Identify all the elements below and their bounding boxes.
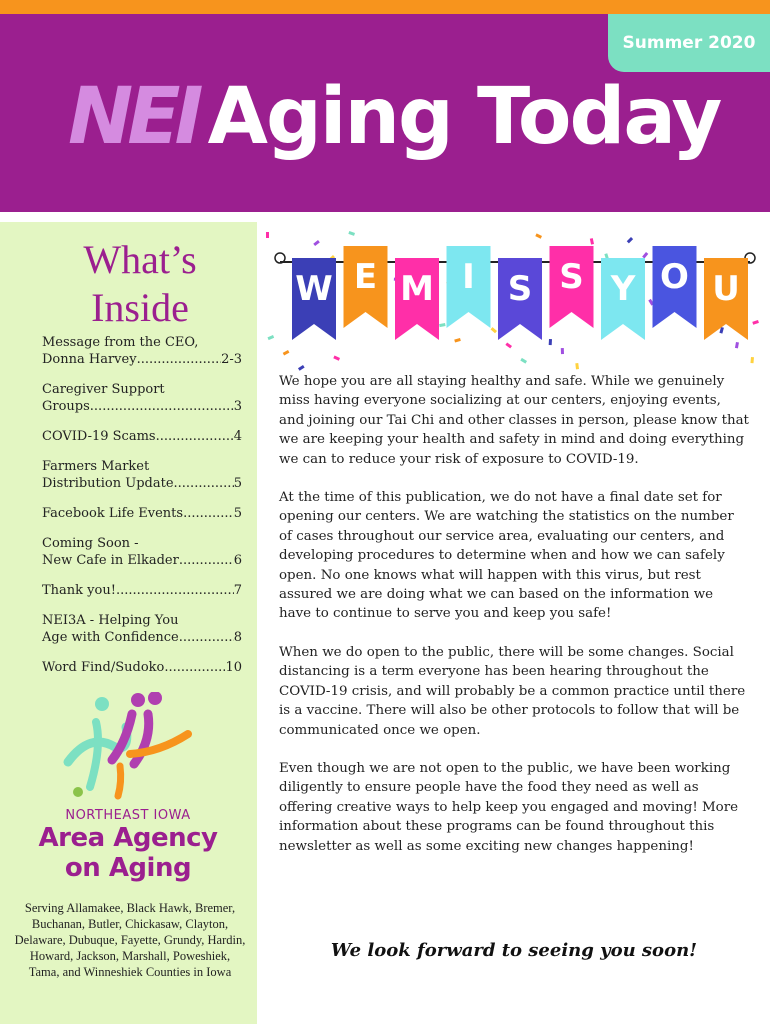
toc-item xyxy=(42,428,242,445)
confetti-piece xyxy=(313,240,320,246)
toc-item-title: Word Find/Sudoko xyxy=(42,660,165,675)
toc-leader-dots xyxy=(179,552,234,569)
toc-item xyxy=(42,659,242,676)
toc-item-title-line: Caregiver Support xyxy=(42,382,165,397)
toc-item xyxy=(42,612,242,646)
counties-served: Serving Allamakee, Black Hawk, Bremer, Buchanan, Butler, Chickasaw, Clayton, Delaware, Dubuque, Fayette, Grundy, Hardin, Howard, Jackson, Marshall, Poweshiek, Tama, and Winneshiek Counties in Iowa xyxy=(14,901,246,979)
toc-page-number: 5 xyxy=(233,476,242,491)
toc-page-number: 5 xyxy=(233,506,242,521)
toc-item-title: Facebook Life Events xyxy=(42,506,184,521)
toc-leader-dots xyxy=(183,505,234,522)
banner-flag-letter: M xyxy=(400,269,434,309)
banner-flag-letter: U xyxy=(712,269,740,309)
article-paragraph: When we do open to the public, there will be some changes. Social distancing is a term everyone has been hearing throughout the COVID-19 crisis, and will probably be a common practice until there is a vaccine. There will also be other protocols to follow that will be communicated once we open. xyxy=(279,644,746,738)
toc-item-title: Groups xyxy=(42,399,90,414)
toc-leader-dots xyxy=(164,659,225,676)
title-main: Aging Today xyxy=(207,72,721,162)
toc-item-title: COVID-19 Scams xyxy=(42,429,156,444)
banner-flag-letter: S xyxy=(559,257,584,297)
confetti-piece xyxy=(561,348,564,354)
confetti-piece xyxy=(439,323,445,327)
banner-flag-letter: I xyxy=(462,257,475,297)
toc-item xyxy=(42,535,242,569)
toc-leader-dots xyxy=(179,629,234,646)
toc-page-number: 10 xyxy=(225,660,242,675)
confetti-piece xyxy=(535,233,542,238)
banner-flag-letter: W xyxy=(295,269,333,309)
agency-name: NORTHEAST IOWA Area Agency on Aging xyxy=(38,808,218,883)
toc-item xyxy=(42,505,242,522)
toc-leader-dots xyxy=(116,582,234,599)
toc-page-number: 6 xyxy=(233,553,242,568)
top-accent-bar xyxy=(0,0,770,14)
confetti-piece xyxy=(752,320,759,325)
article-paragraph: Even though we are not open to the public, we have been working diligently to ensure people have the food they need as well as offering creative ways to help keep you engaged and moving! More information about these programs can be found throughout this newsletter as well as some exciting new changes happening! xyxy=(279,760,739,854)
toc-page-number: 3 xyxy=(233,399,242,414)
toc-item-title: Donna Harvey xyxy=(42,352,137,367)
confetti-piece xyxy=(520,358,527,364)
confetti-piece xyxy=(575,363,579,369)
title-prefix: NEI xyxy=(68,72,198,162)
toc-leader-dots xyxy=(174,475,234,492)
article-body xyxy=(279,372,749,875)
banner-flag-letter: E xyxy=(353,257,378,297)
confetti-piece xyxy=(627,237,633,243)
confetti-piece xyxy=(491,327,497,333)
sidebar xyxy=(0,222,257,1024)
confetti-piece xyxy=(642,252,648,259)
newsletter-title xyxy=(68,72,720,162)
toc-page-number: 4 xyxy=(233,429,242,444)
we-miss-you-banner xyxy=(262,228,770,376)
confetti-piece xyxy=(348,231,355,236)
toc-item-title-line: Farmers Market xyxy=(42,459,150,474)
confetti-piece xyxy=(283,350,290,355)
confetti-piece xyxy=(266,232,269,238)
toc-item-title-line: Message from the CEO, xyxy=(42,335,199,350)
confetti-piece xyxy=(333,356,340,361)
toc-item-title-line: Coming Soon - xyxy=(42,536,139,551)
toc-page-number: 7 xyxy=(233,583,242,598)
confetti-piece xyxy=(590,238,594,244)
toc-item-title: Distribution Update xyxy=(42,476,174,491)
toc-leader-dots xyxy=(156,428,234,445)
toc-item-title: Age with Confidence xyxy=(42,630,179,645)
article-paragraph: We hope you are all staying healthy and safe. While we genuinely miss having everyone socializing at our centers, enjoying events, and joining our Tai Chi and other classes in person, please know that we are keeping your health and safety in mind and doing everything we can to reduce your risk of exposure to COVID-19. xyxy=(279,374,749,467)
article-paragraph: At the time of this publication, we do not have a final date set for opening our centers. We are watching the statistics on the number of cases throughout our service area, evaluating our centers, and developing procedures to determine when and how we can safely open. No one knows what will happen with this virus, but rest assured we are doing what we can based on the information we have to continue to serve you and keep you safe! xyxy=(279,490,734,622)
toc-item xyxy=(42,458,242,492)
confetti-piece xyxy=(454,338,461,343)
banner-flag-letter: O xyxy=(660,257,689,297)
confetti-piece xyxy=(735,342,739,348)
toc-leader-dots xyxy=(90,398,234,415)
toc-item-title: New Cafe in Elkader xyxy=(42,553,179,568)
toc-item xyxy=(42,334,242,368)
table-of-contents xyxy=(42,334,242,689)
confetti-piece xyxy=(267,335,274,340)
banner-flag-letter: S xyxy=(507,269,533,309)
issue-badge: Summer 2020 xyxy=(608,14,770,72)
toc-leader-dots xyxy=(137,351,222,368)
toc-page-number: 8 xyxy=(233,630,242,645)
toc-item-title-line: NEI3A - Helping You xyxy=(42,613,179,628)
confetti-piece xyxy=(750,357,754,363)
toc-item-title: Thank you! xyxy=(42,583,116,598)
closing-line: We look forward to seeing you soon! xyxy=(330,940,698,961)
confetti-piece xyxy=(298,365,305,371)
toc-item xyxy=(42,582,242,599)
toc-page-number: 2-3 xyxy=(221,352,242,367)
banner-flag-letter: Y xyxy=(610,269,636,309)
whats-inside-heading: What’s Inside xyxy=(83,237,197,330)
confetti-piece xyxy=(549,339,552,345)
agency-logo-icon xyxy=(60,692,210,802)
toc-item xyxy=(42,381,242,415)
masthead xyxy=(0,14,770,212)
confetti-piece xyxy=(505,342,512,348)
